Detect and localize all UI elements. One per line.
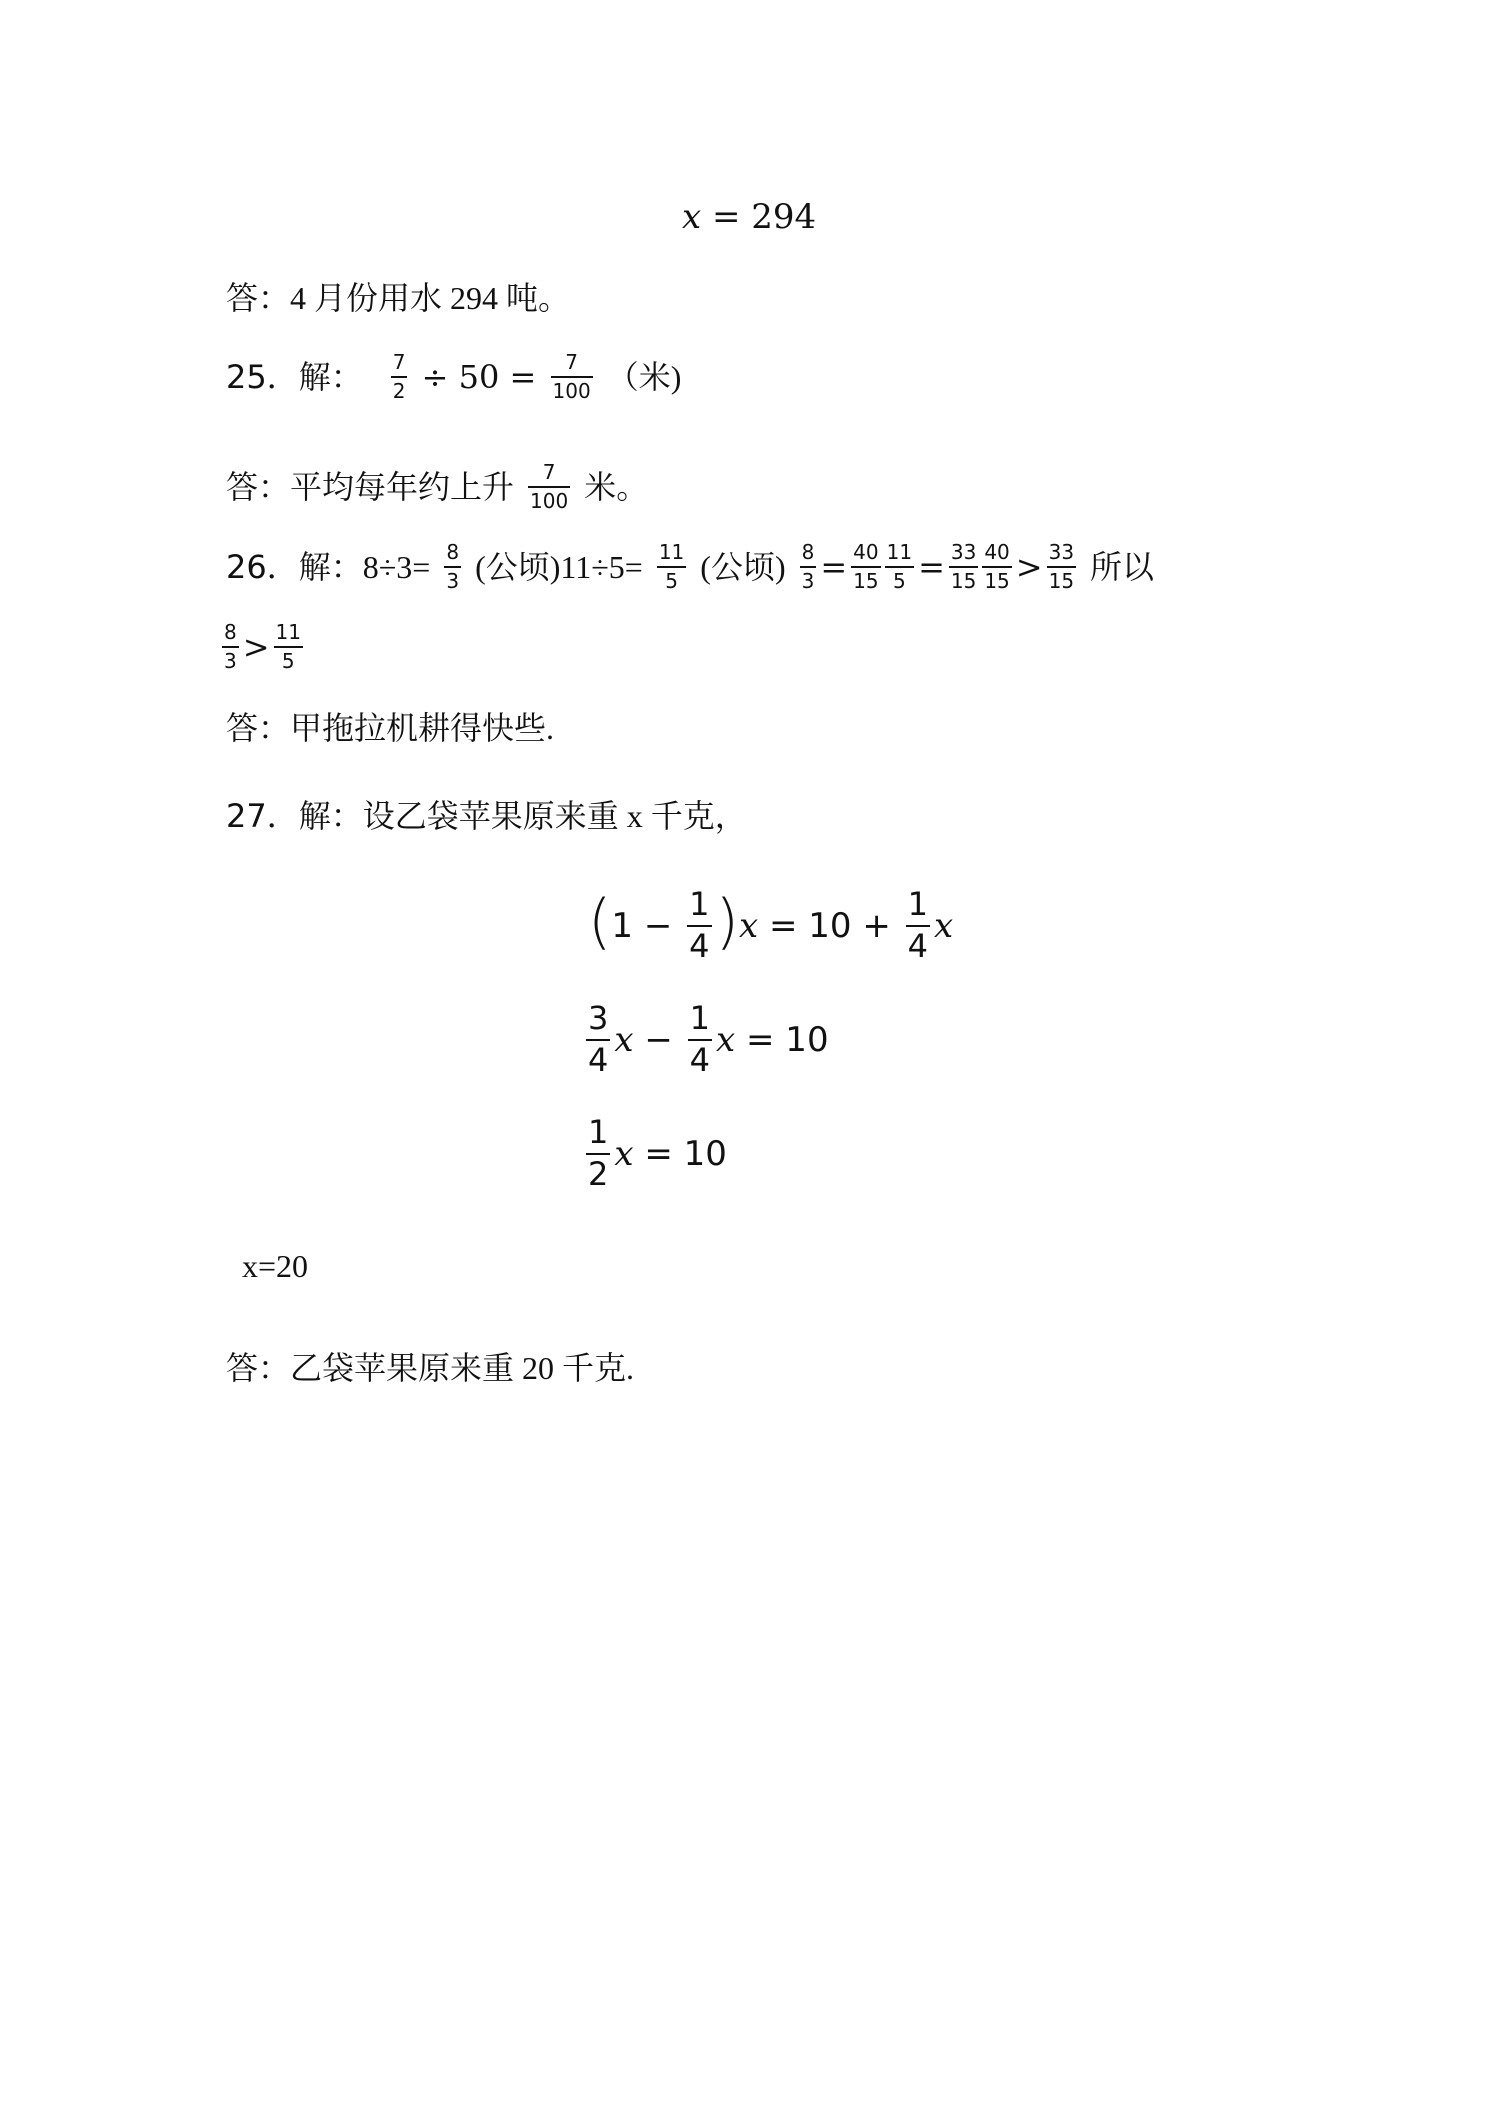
unit-meter: （米): [606, 359, 682, 395]
fraction-1-4-b: $\frac{1}{4}$: [907, 885, 928, 965]
fraction-8-3-c: $\frac{8}{3}$: [224, 620, 237, 673]
step-3-equals-10: = 10: [633, 1133, 727, 1174]
answer-25-suffix: 米。: [584, 469, 649, 505]
fraction-33-15: $\frac{33}{15}$: [950, 540, 977, 593]
fraction-11-5-c: $\frac{11}{5}$: [275, 620, 301, 673]
step-1-one-minus: 1 −: [611, 905, 684, 946]
fraction-8-3-b: $\frac{8}{3}$: [801, 540, 815, 593]
variable-x: x: [933, 905, 954, 946]
question-27-text: 设乙袋苹果原来重 x 千克，: [362, 798, 747, 834]
greater-than: >: [1015, 548, 1043, 586]
question-27-label: 27．解：: [226, 797, 363, 835]
answer-27: 答：乙袋苹果原来重 20 千克.: [226, 1350, 635, 1386]
step-1-equals: = 10 +: [758, 905, 902, 946]
fraction-1-4-c: $\frac{1}{4}$: [689, 999, 711, 1079]
left-paren: (: [588, 886, 612, 957]
division-expression: ÷ 50 =: [411, 358, 547, 396]
variable-x: x: [716, 1019, 736, 1060]
fraction-33-15-b: $\frac{33}{15}$: [1048, 540, 1075, 593]
question-26-line-2: [222, 622, 307, 672]
fraction-1-4: $\frac{1}{4}$: [689, 885, 710, 965]
right-paren: ): [715, 886, 739, 957]
question-26-line-1: [226, 542, 1154, 592]
variable-x: x: [614, 1019, 634, 1060]
fraction-7-100: $\frac{7}{100}$: [552, 350, 591, 403]
fraction-1-2: $\frac{1}{2}$: [588, 1113, 609, 1193]
variable-x: x: [614, 1133, 634, 1174]
greater-than-2: >: [242, 628, 270, 666]
calc-11-div-5: (公顷)11÷5=: [475, 549, 643, 585]
question-25-label: 25．解：: [226, 358, 363, 396]
step-2-equals-10: = 10: [735, 1019, 829, 1060]
question-25: [226, 352, 681, 402]
step-2-minus: −: [633, 1019, 684, 1060]
fraction-7-100-answer: $\frac{7}{100}$: [530, 460, 569, 513]
question-26-label: 26．解：: [226, 548, 363, 586]
fraction-3-4: $\frac{3}{4}$: [588, 999, 609, 1079]
answer-24: 答：4 月份用水 294 吨。: [226, 280, 571, 316]
answer-26: 答：甲拖拉机耕得快些.: [226, 710, 555, 746]
variable-x: x: [682, 197, 702, 237]
equals-1: =: [820, 548, 848, 586]
fraction-40-15: $\frac{40}{15}$: [853, 540, 879, 593]
calc-8-div-3: 8÷3=: [362, 549, 431, 585]
question-27: [226, 797, 747, 835]
answer-25: [226, 462, 648, 512]
fraction-11-5: $\frac{11}{5}$: [658, 540, 685, 593]
fraction-11-5-b: $\frac{11}{5}$: [886, 540, 913, 593]
fraction-8-3: $\frac{8}{3}$: [446, 540, 460, 593]
therefore-text: 所以: [1090, 549, 1155, 585]
equation-27-result: x=20: [242, 1248, 309, 1284]
equation-27-step-2: [586, 999, 829, 1079]
equation-27-step-3: [586, 1113, 727, 1193]
equals-sign: =: [701, 197, 752, 237]
equation-x-294: [682, 197, 817, 237]
equation-27-step-1: [588, 885, 954, 965]
unit-hectare: (公顷): [700, 549, 786, 585]
fraction-7-2: $\frac{7}{2}$: [392, 350, 406, 403]
equals-2: =: [918, 548, 945, 586]
variable-x: x: [738, 905, 759, 946]
value-294: 294: [751, 197, 817, 237]
answer-25-prefix: 答：平均每年约上升: [226, 469, 515, 505]
fraction-40-15-b: $\frac{40}{15}$: [984, 540, 1010, 593]
